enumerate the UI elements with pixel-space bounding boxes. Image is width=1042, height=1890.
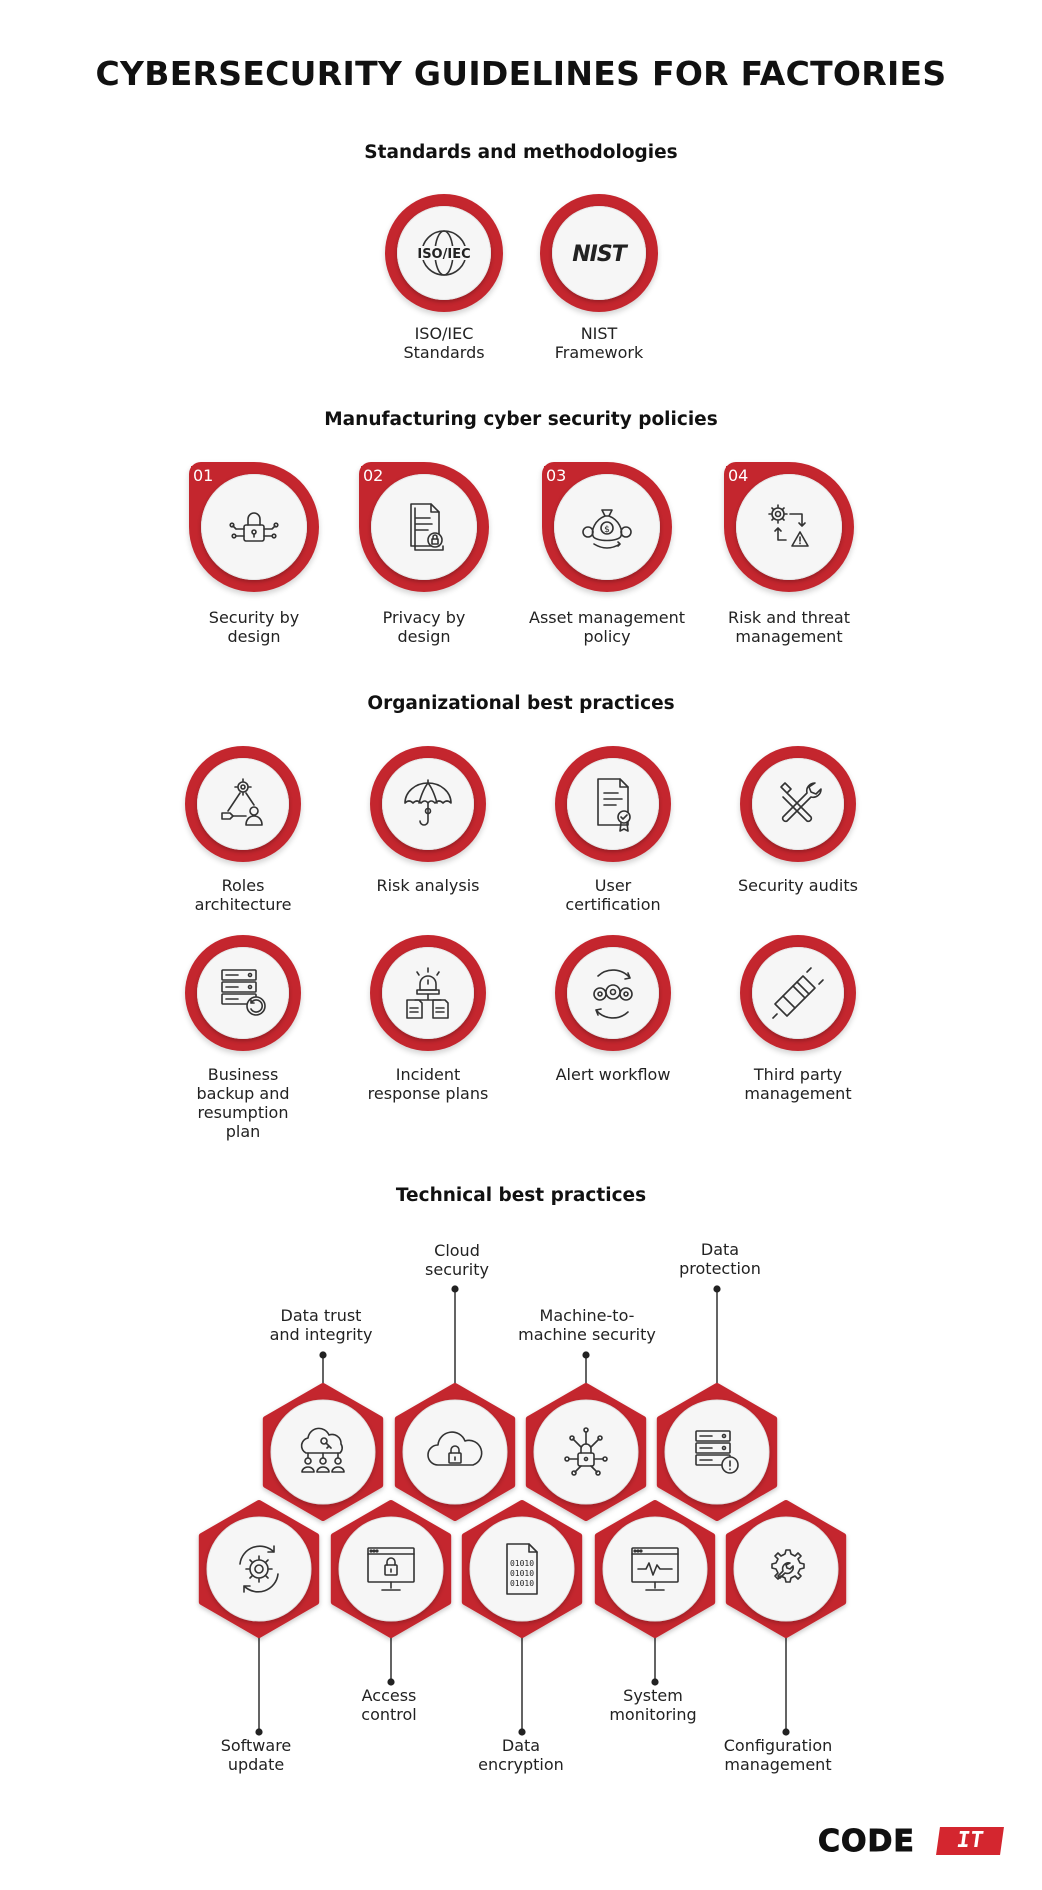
svg-text:NIST: NIST (572, 242, 626, 267)
binary-file-icon (487, 1534, 557, 1604)
browser-lock-icon (356, 1534, 426, 1604)
connector-dot (255, 1728, 262, 1735)
label-alert-workflow: Alert workflow (555, 1065, 671, 1084)
label-configuration-management: Configuration management (723, 1736, 833, 1774)
label-software-update: Software update (220, 1736, 292, 1774)
label-asset-management: Asset management policy (529, 608, 685, 646)
section-title-standards: Standards and methodologies (364, 142, 678, 163)
label-privacy-by-design: Privacy by design (382, 608, 466, 646)
label-security-by-design: Security by design (208, 608, 300, 646)
label-security-audits: Security audits (738, 876, 858, 895)
logo-code-text: CODE (818, 1824, 915, 1859)
connector-dot (387, 1678, 394, 1685)
label-roles-architecture: Roles architecture (194, 876, 292, 914)
cloud-key-users-icon (288, 1417, 358, 1487)
server-alert-icon (682, 1417, 752, 1487)
label-business-backup: Business backup and resumption plan (196, 1065, 290, 1141)
policy-number: 02 (363, 466, 384, 485)
svg-text:01010: 01010 (509, 1579, 535, 1588)
policy-number: 01 (193, 466, 214, 485)
cloud-lock-icon (420, 1417, 490, 1487)
lock-network-icon (551, 1417, 621, 1487)
logo-it-badge: IT (936, 1827, 1004, 1855)
svg-text:01010: 01010 (509, 1559, 535, 1568)
label-data-protection: Data protection (679, 1240, 761, 1278)
section-title-technical: Technical best practices (395, 1185, 647, 1206)
svg-text:ISO/IEC: ISO/IEC (417, 247, 471, 262)
label-iso: ISO/IEC Standards (403, 324, 485, 362)
monitor-pulse-icon (620, 1534, 690, 1604)
label-risk-analysis: Risk analysis (376, 876, 480, 895)
label-data-encryption: Data encryption (478, 1736, 564, 1774)
label-access-control: Access control (361, 1686, 417, 1724)
label-system-monitoring: System monitoring (609, 1686, 697, 1724)
label-incident-response: Incident response plans (367, 1065, 489, 1103)
label-nist: NIST Framework (554, 324, 644, 362)
svg-text:01010: 01010 (509, 1569, 535, 1578)
policy-number: 04 (728, 466, 749, 485)
section-title-policies: Manufacturing cyber security policies (324, 409, 718, 430)
gear-refresh-icon (224, 1534, 294, 1604)
label-cloud-security: Cloud security (425, 1241, 489, 1279)
svg-text:$: $ (604, 525, 610, 535)
connector-dot (713, 1285, 720, 1292)
connector-dot (451, 1285, 458, 1292)
page-title: CYBERSECURITY GUIDELINES FOR FACTORIES (95, 54, 947, 93)
connector-dot (518, 1728, 525, 1735)
label-m2m-security: Machine-to- machine security (518, 1306, 656, 1344)
code-it-logo (818, 1824, 1006, 1860)
label-user-certification: User certification (565, 876, 661, 914)
label-risk-threat: Risk and threat management (728, 608, 850, 646)
connector-dot (651, 1678, 658, 1685)
label-third-party: Third party management (744, 1065, 852, 1103)
policy-number: 03 (546, 466, 567, 485)
label-data-trust: Data trust and integrity (269, 1306, 373, 1344)
connector-dot (319, 1351, 326, 1358)
connector-dot (782, 1728, 789, 1735)
gear-wrench-icon (751, 1534, 821, 1604)
connector-dot (582, 1351, 589, 1358)
section-title-organizational: Organizational best practices (367, 693, 675, 714)
